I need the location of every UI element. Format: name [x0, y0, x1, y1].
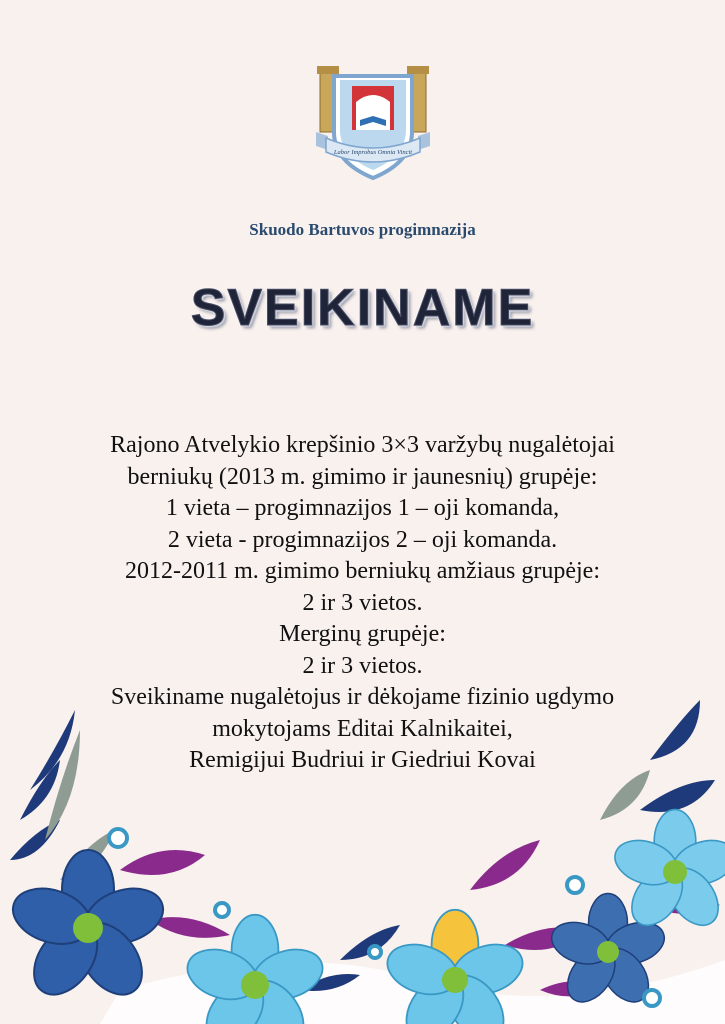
announcement-line: 2012-2011 m. gimimo berniukų amžiaus grupėje: [124, 558, 601, 584]
school-crest-logo [312, 62, 434, 187]
announcement-line: 2 vieta - progimnazijos 2 – oji komanda. [167, 526, 558, 553]
headline-title: SVEIKINAME [190, 279, 535, 337]
crest-motto: Labor Improbus Omnia Vincit [333, 149, 413, 156]
announcement-text [0, 430, 725, 777]
announcement-line: mokytojams Editai Kalnikaitei, [212, 715, 513, 742]
announcement-line: berniukų (2013 m. gimimo ir jaunesnių) grupėje: [127, 463, 598, 490]
announcement-line: 2 ir 3 vietos. [302, 589, 423, 616]
school-name: Skuodo Bartuvos progimnazija [249, 220, 476, 239]
announcement-line: Merginų grupėje: [279, 621, 446, 647]
announcement-line: 2 ir 3 vietos. [302, 652, 423, 679]
announcement-line: Remigijui Budriui ir Giedriui Kovai [189, 747, 536, 773]
announcement-line: 1 vieta – progimnazijos 1 – oji komanda, [165, 495, 560, 521]
announcement-line: Rajono Atvelykio krepšinio 3×3 varžybų nugalėtojai [110, 432, 615, 458]
announcement-line: Sveikiname nugalėtojus ir dėkojame fizinio ugdymo [110, 684, 615, 710]
